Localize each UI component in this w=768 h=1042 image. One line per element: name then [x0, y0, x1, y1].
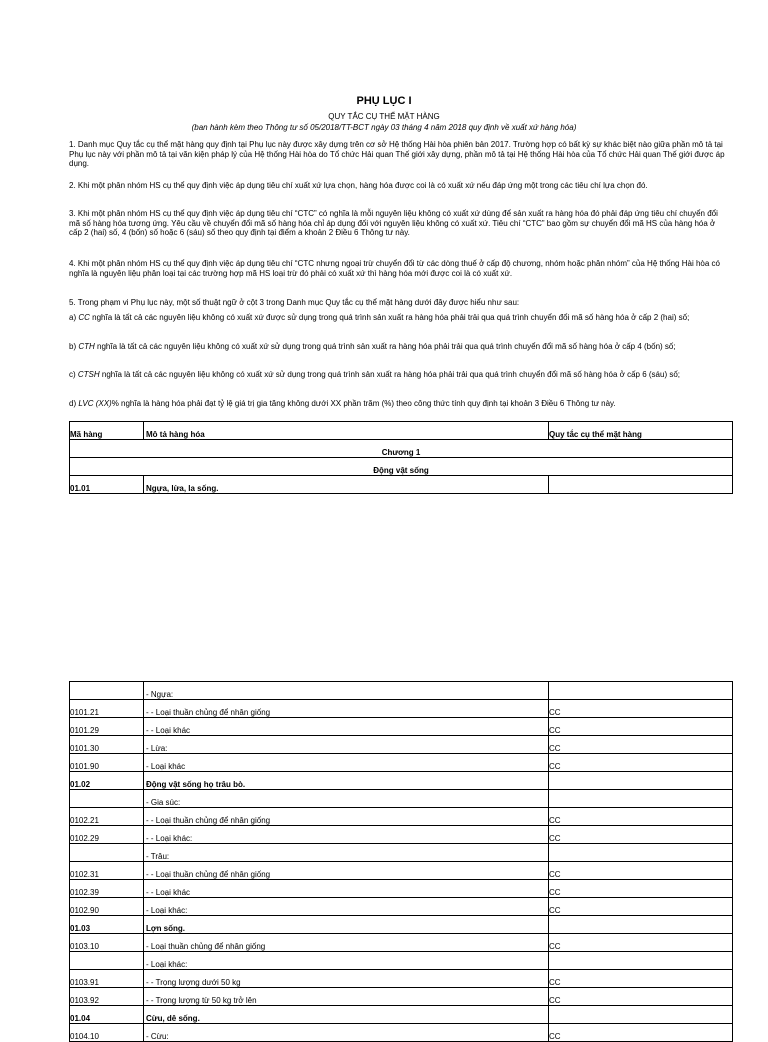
- rules-table-continued: [69, 681, 733, 1042]
- goods-description: - - Loại khác:: [144, 826, 549, 844]
- hs-code: 0103.91: [70, 970, 144, 988]
- rule-cell: [549, 682, 733, 700]
- chapter-row: [70, 440, 733, 458]
- rule-cell: [549, 772, 733, 790]
- goods-description: - - Trọng lượng từ 50 kg trở lên: [144, 988, 549, 1006]
- hs-code: 0101.90: [70, 754, 144, 772]
- table-row: [70, 700, 733, 718]
- hs-code: [70, 682, 144, 700]
- document-subtitle: QUY TẮC CỤ THỂ MẶT HÀNG: [328, 112, 440, 121]
- paragraph-2: 2. Khi một phân nhóm HS cụ thể quy định việc áp dụng tiêu chí xuất xứ lựa chọn, hàng hóa được coi là có xuất xứ nếu đáp ứng một trong các tiêu chí lựa chọn đó.: [69, 181, 648, 190]
- table-row: [70, 718, 733, 736]
- rule-cell: [549, 952, 733, 970]
- rule-cell: CC: [549, 880, 733, 898]
- hs-code: 0102.90: [70, 898, 144, 916]
- rule-cell: [549, 476, 733, 494]
- rule-cell: CC: [549, 754, 733, 772]
- rule-cell: [549, 844, 733, 862]
- table-row: [70, 808, 733, 826]
- term-cc: CC: [78, 313, 90, 322]
- hs-code: 01.02: [70, 772, 144, 790]
- rule-cell: CC: [549, 898, 733, 916]
- hs-code: 01.04: [70, 1006, 144, 1024]
- table-row: [70, 880, 733, 898]
- definition-lvc: d) LVC (XX)% nghĩa là hàng hóa phải đạt tỷ lệ giá trị gia tăng không dưới XX phần trăm (%) theo công thức tính quy định tại khoản 3 Điều 6 Thông tư này.: [69, 399, 616, 408]
- rule-cell: CC: [549, 862, 733, 880]
- table-row: [70, 916, 733, 934]
- table-row: [70, 1006, 733, 1024]
- goods-description: - Loại khác:: [144, 952, 549, 970]
- document-title: PHỤ LỤC I: [356, 95, 412, 107]
- goods-description: Lợn sống.: [144, 916, 549, 934]
- goods-description: - Trâu:: [144, 844, 549, 862]
- hs-code: [70, 790, 144, 808]
- table-row: [70, 934, 733, 952]
- goods-description: Cừu, dê sống.: [144, 1006, 549, 1024]
- goods-description: - - Loại khác: [144, 718, 549, 736]
- paragraph-3: 3. Khi một phân nhóm HS cụ thể quy định việc áp dụng tiêu chí “CTC” có nghĩa là mỗi nguyên liệu không có xuất xứ dùng để sản xuất ra hàng hóa đó phải đáp ứng tiêu chí chuyển đổi mã số hàng hóa tương ứng. Yêu cầu về chuyển đổi mã số hàng hóa chỉ áp dụng đối với nguyên liệu không có xuất xứ. Tiêu chí “CTC” bao gồm sự chuyển đổi mã HS của hàng hóa ở cấp 2 (hai) số, 4 (bốn) số hoặc 6 (sáu) số theo quy định tại điểm a khoản 2 Điều 6 Thông tư này.: [69, 209, 718, 237]
- rule-cell: [549, 916, 733, 934]
- goods-description: - Loại khác: [144, 754, 549, 772]
- header-rule: Quy tắc cụ thể mặt hàng: [549, 422, 733, 440]
- paragraph-5: 5. Trong phạm vi Phụ lục này, một số thuật ngữ ở cột 3 trong Danh mục Quy tắc cụ thể mặt hàng dưới đây được hiểu như sau:: [69, 298, 520, 307]
- rule-cell: CC: [549, 970, 733, 988]
- term-cth: CTH: [78, 342, 95, 351]
- goods-description: - - Loại thuần chủng để nhân giống: [144, 808, 549, 826]
- table-row: [70, 790, 733, 808]
- hs-code: 01.03: [70, 916, 144, 934]
- rule-cell: CC: [549, 808, 733, 826]
- rule-cell: CC: [549, 934, 733, 952]
- hs-code: 0102.39: [70, 880, 144, 898]
- definition-ctsh: c) CTSH nghĩa là tất cả các nguyên liệu không có xuất xứ sử dụng trong quá trình sản xuất ra hàng hóa phải trải qua quá trình chuyển đổi mã số hàng hóa ở cấp 6 (sáu) số;: [69, 370, 681, 379]
- term-lvc: LVC (XX): [78, 399, 112, 408]
- issuance-note: (ban hành kèm theo Thông tư số 05/2018/TT-BCT ngày 03 tháng 4 năm 2018 quy định về xuất xứ hàng hóa): [191, 123, 577, 132]
- definition-cc: a) CC nghĩa là tất cả các nguyên liệu không có xuất xứ được sử dụng trong quá trình sản xuất ra hàng hóa phải trải qua quá trình chuyển đổi mã số hàng hóa ở cấp 2 (hai) số;: [69, 313, 690, 322]
- table-row: [70, 952, 733, 970]
- chapter-name: Động vật sống: [70, 458, 733, 476]
- table-row: [70, 476, 733, 494]
- hs-code: 01.01: [70, 476, 144, 494]
- table-row: [70, 862, 733, 880]
- hs-code: 0102.31: [70, 862, 144, 880]
- definition-cth: b) CTH nghĩa là tất cả các nguyên liệu không có xuất xứ sử dụng trong quá trình sản xuất ra hàng hóa phải trải qua quá trình chuyển đổi mã số hàng hóa ở cấp 4 (bốn) số;: [69, 342, 676, 351]
- goods-description: Động vật sống họ trâu bò.: [144, 772, 549, 790]
- table-row: [70, 826, 733, 844]
- rules-table-body: [70, 682, 733, 1042]
- table-row: [70, 682, 733, 700]
- rule-cell: CC: [549, 826, 733, 844]
- chapter-number: Chương 1: [70, 440, 733, 458]
- goods-description: - - Loại khác: [144, 880, 549, 898]
- goods-description: Ngựa, lừa, la sống.: [144, 476, 549, 494]
- hs-code: [70, 844, 144, 862]
- goods-description: - - Loại thuần chủng để nhân giống: [144, 862, 549, 880]
- chapter-name-row: [70, 458, 733, 476]
- rules-table-header: [69, 421, 733, 494]
- goods-description: - Lừa:: [144, 736, 549, 754]
- hs-code: 0101.30: [70, 736, 144, 754]
- table-row: [70, 970, 733, 988]
- goods-description: - Loại thuần chủng để nhân giống: [144, 934, 549, 952]
- rule-cell: CC: [549, 700, 733, 718]
- table-row: [70, 988, 733, 1006]
- table-row: [70, 844, 733, 862]
- hs-code: 0103.10: [70, 934, 144, 952]
- hs-code: [70, 952, 144, 970]
- hs-code: 0101.29: [70, 718, 144, 736]
- paragraph-4: 4. Khi một phân nhóm HS cụ thể quy định việc áp dụng tiêu chí “CTC nhưng ngoại trừ chuyển đổi từ các dòng thuế ở cấp độ chương, nhóm hoặc phân nhóm” của Hệ thống Hài hòa có nghĩa là nguyên liệu phân loại tại các trường hợp mã HS loại trừ đó phải có xuất xứ thì hàng hóa mới được coi là có xuất xứ.: [69, 259, 720, 278]
- goods-description: - Cừu:: [144, 1024, 549, 1042]
- table-row: [70, 736, 733, 754]
- goods-description: - - Loại thuần chủng để nhân giống: [144, 700, 549, 718]
- paragraph-1: 1. Danh mục Quy tắc cụ thể mặt hàng quy định tại Phụ lục này được xây dựng trên cơ sở Hệ thống Hài hòa phiên bản 2017. Trường hợp có bất kỳ sự khác biệt nào giữa phần mô tả tại Phụ lục này với phần mô tả tại văn kiện pháp lý của Hệ thống Hài hòa do Tổ chức Hải quan Thế giới xây dựng, phần mô tả tại Hệ thống Hài hòa của Tổ chức Hải quan Thế giới được áp dụng.: [69, 140, 725, 168]
- rule-cell: CC: [549, 718, 733, 736]
- header-hs-code: Mã hàng: [70, 422, 144, 440]
- table-row: [70, 898, 733, 916]
- hs-code: 0102.21: [70, 808, 144, 826]
- goods-description: - Gia súc:: [144, 790, 549, 808]
- table-header-row: [70, 422, 733, 440]
- header-description: Mô tả hàng hóa: [144, 422, 549, 440]
- table-row: [70, 1024, 733, 1042]
- hs-code: 0103.92: [70, 988, 144, 1006]
- hs-code: 0104.10: [70, 1024, 144, 1042]
- rule-cell: [549, 1006, 733, 1024]
- goods-description: - Ngựa:: [144, 682, 549, 700]
- table-row: [70, 772, 733, 790]
- rule-cell: [549, 790, 733, 808]
- rule-cell: CC: [549, 1024, 733, 1042]
- goods-description: - - Trọng lượng dưới 50 kg: [144, 970, 549, 988]
- goods-description: - Loại khác:: [144, 898, 549, 916]
- table-row: [70, 754, 733, 772]
- rule-cell: CC: [549, 736, 733, 754]
- term-ctsh: CTSH: [77, 370, 100, 379]
- hs-code: 0102.29: [70, 826, 144, 844]
- rule-cell: CC: [549, 988, 733, 1006]
- hs-code: 0101.21: [70, 700, 144, 718]
